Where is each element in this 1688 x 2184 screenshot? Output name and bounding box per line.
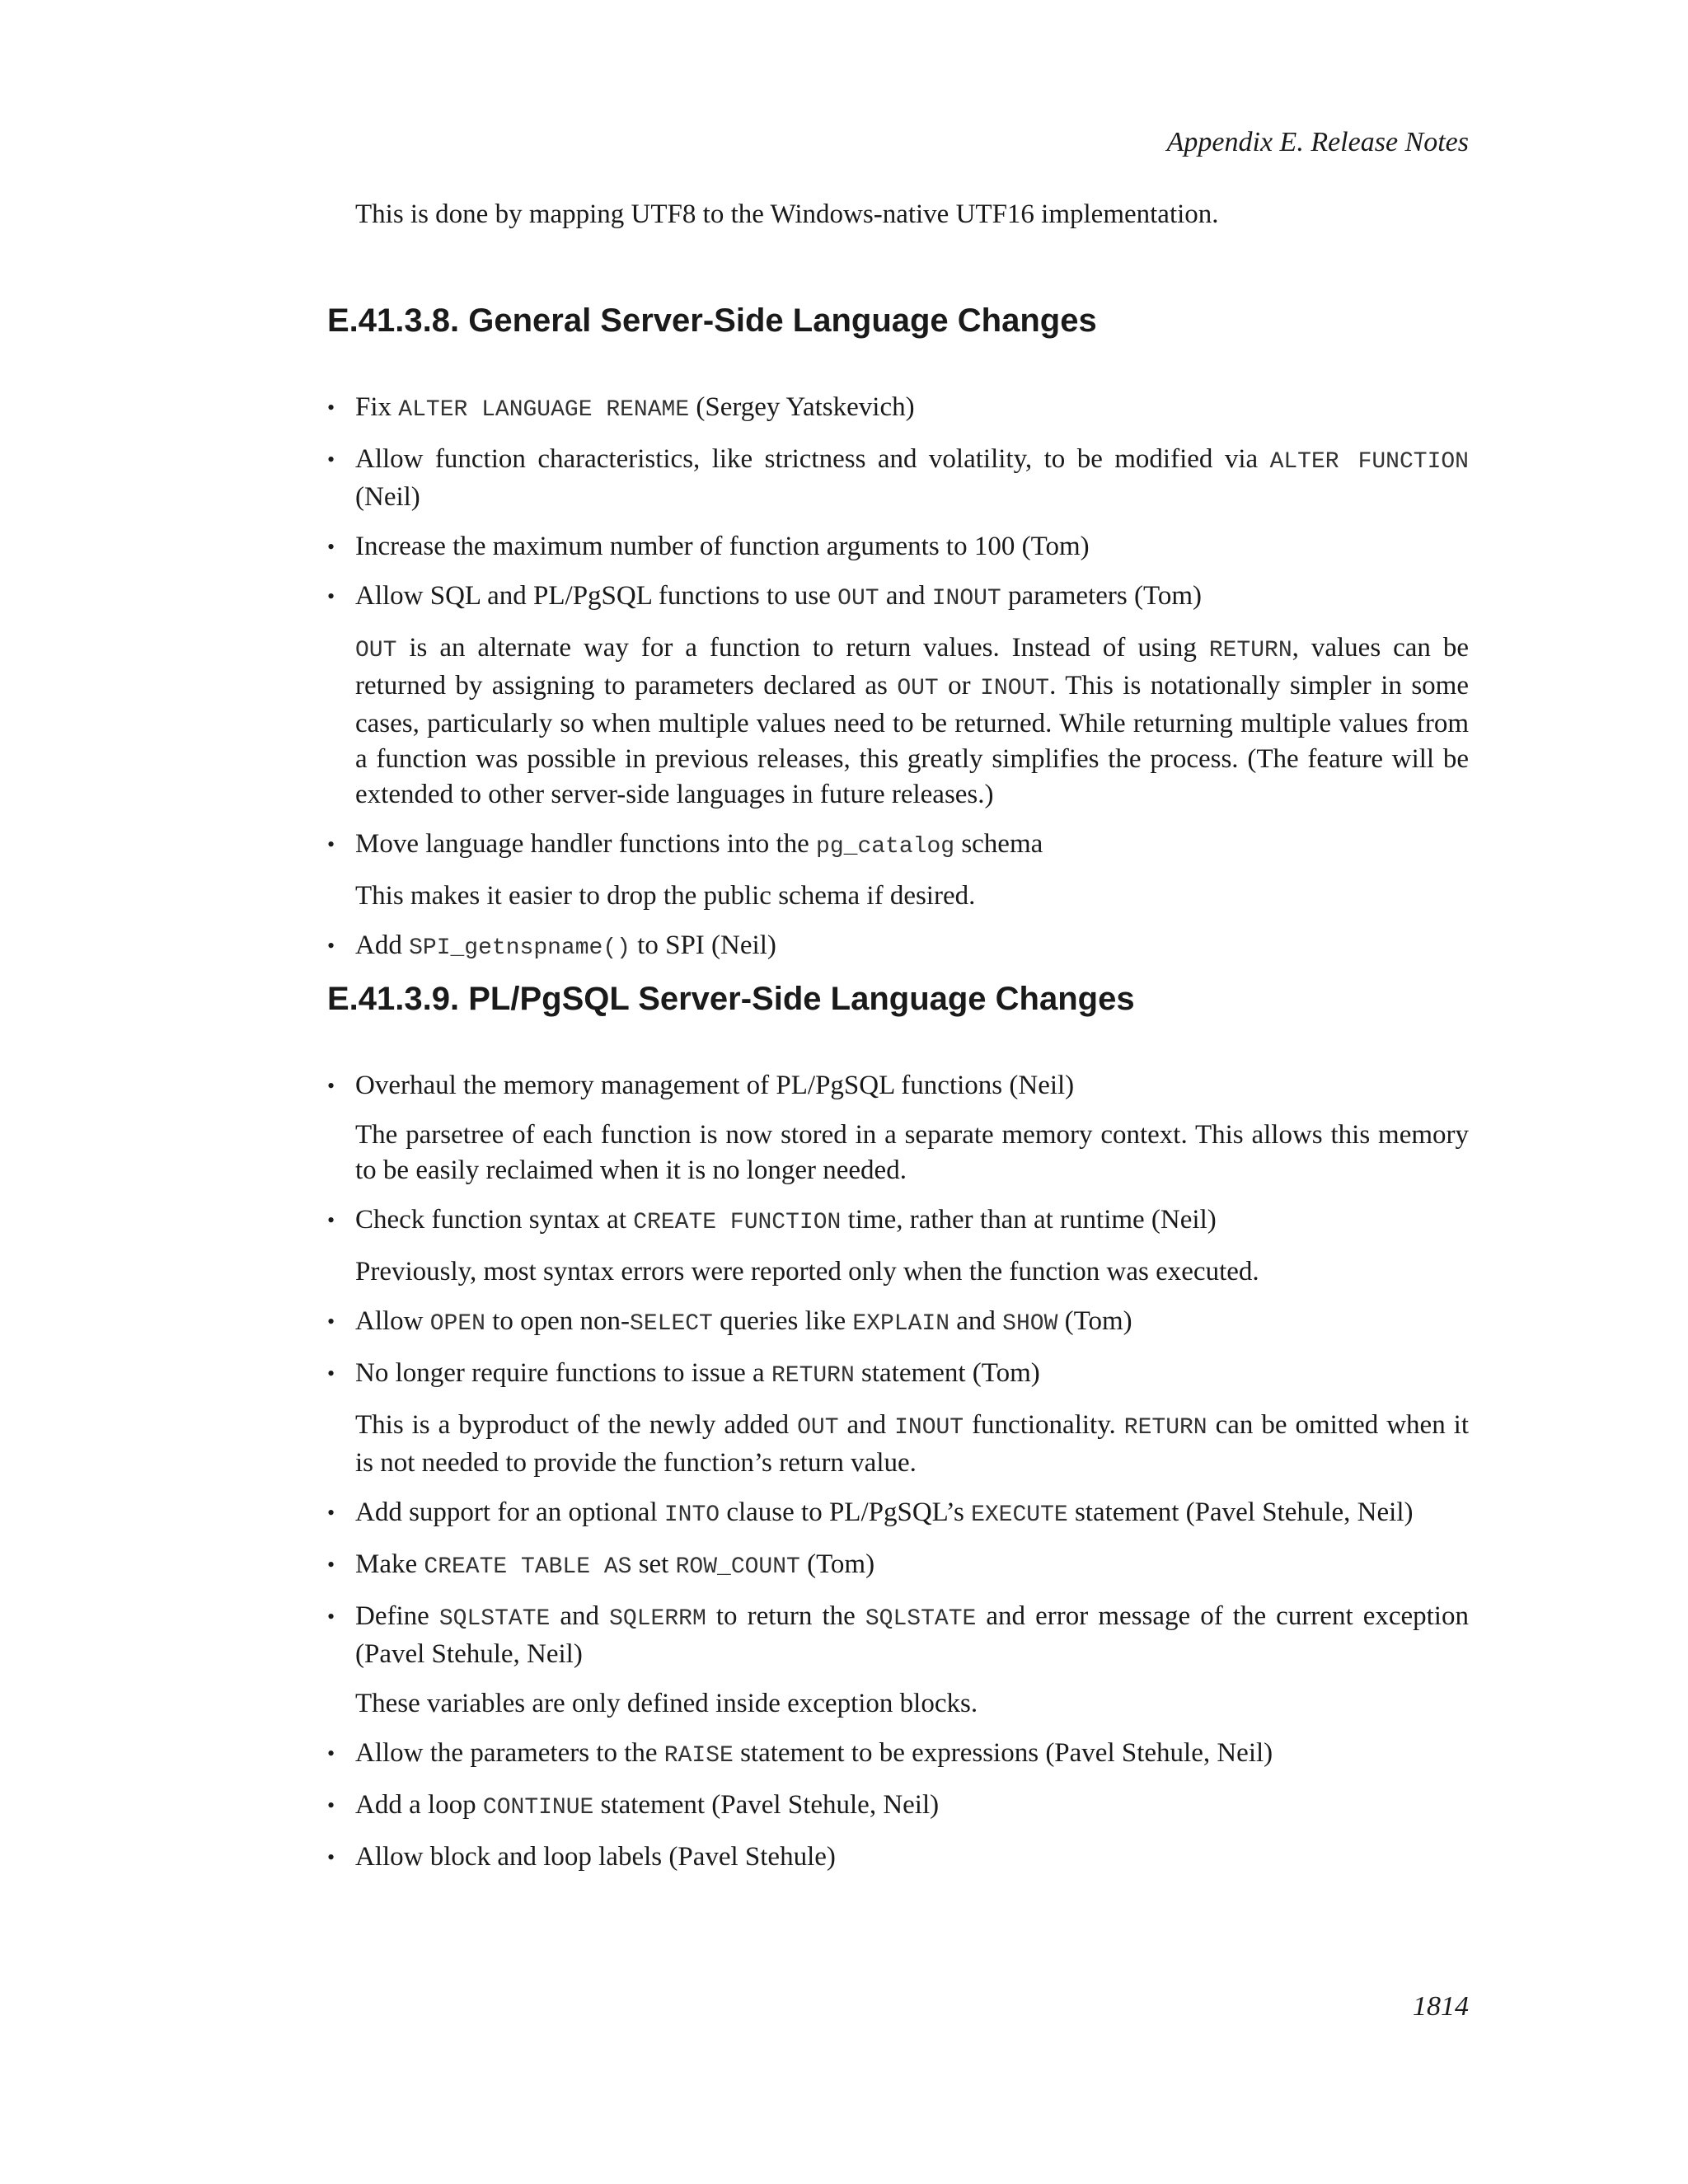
bullet-list-general-server-side (327, 390, 1469, 980)
list-item (327, 442, 1469, 515)
list-item-text: Add a loop CONTINUE statement (Pavel Stehule, Neil) (355, 1790, 940, 1821)
bullet-icon: • (327, 1074, 335, 1098)
list-item (327, 1202, 1469, 1290)
list-item (327, 1788, 1469, 1825)
inline-code: ALTER LANGUAGE RENAME (398, 397, 690, 423)
inline-code: INOUT (980, 676, 1050, 701)
list-item (327, 1547, 1469, 1585)
page-number: 1814 (1413, 1991, 1469, 2022)
bullet-icon: • (327, 1501, 335, 1525)
list-item (327, 1599, 1469, 1722)
list-item-text: Fix ALTER LANGUAGE RENAME (Sergey Yatskevich) (355, 392, 915, 423)
list-item (327, 1356, 1469, 1481)
inline-code: CONTINUE (482, 1795, 594, 1821)
list-item-text: Allow block and loop labels (Pavel Stehule) (355, 1842, 836, 1872)
list-item-text: Increase the maximum number of function arguments to 100 (Tom) (355, 532, 1090, 561)
intro-paragraph: This is done by mapping UTF8 to the Windows-native UTF16 implementation. (355, 199, 1219, 229)
inline-code: SPI_getnspname() (409, 935, 631, 961)
bullet-icon: • (327, 934, 335, 958)
list-item (327, 390, 1469, 428)
inline-code: RETURN (1123, 1415, 1207, 1441)
list-item-text: Add support for an optional INTO clause to PL/PgSQL’s EXECUTE statement (Pavel Stehule, Neil) (355, 1497, 1414, 1528)
list-item-note: Previously, most syntax errors were reported only when the function was executed. (355, 1257, 1259, 1286)
bullet-icon: • (327, 1361, 335, 1385)
list-item (327, 928, 1469, 966)
bullet-icon: • (327, 1208, 335, 1232)
list-item-note: This makes it easier to drop the public schema if desired. (355, 881, 976, 911)
bullet-list-plpgsql-server-side (327, 1068, 1469, 1889)
list-item-text: Define SQLSTATE and SQLERRM to return the SQLSTATE and error message of the current exception (Pavel Stehule, Neil) (355, 1601, 1469, 1669)
inline-code: RETURN (1208, 638, 1292, 663)
list-item (327, 1736, 1469, 1774)
inline-code: EXECUTE (971, 1502, 1068, 1528)
bullet-icon: • (327, 584, 335, 608)
list-item-text: No longer require functions to issue a RETURN statement (Tom) (355, 1358, 1040, 1389)
section-heading-plpgsql-server-side: E.41.3.9. PL/PgSQL Server-Side Language Changes (327, 981, 1135, 1017)
inline-code: INTO (663, 1502, 720, 1528)
list-item-text: Allow SQL and PL/PgSQL functions to use OUT and INOUT parameters (Tom) (355, 581, 1202, 612)
list-item-text: Allow the parameters to the RAISE statement to be expressions (Pavel Stehule, Neil) (355, 1738, 1273, 1769)
bullet-icon: • (327, 1310, 335, 1333)
inline-code: pg_catalog (816, 834, 955, 860)
bullet-icon: • (327, 1793, 335, 1817)
list-item (327, 579, 1469, 813)
list-item-text: Overhaul the memory management of PL/PgSQL functions (Neil) (355, 1071, 1075, 1100)
list-item-note: The parsetree of each function is now stored in a separate memory context. This allows this memory to be easily reclaimed when it is no longer needed. (355, 1120, 1469, 1185)
inline-code: INOUT (931, 586, 1001, 612)
list-item-text: Allow OPEN to open non-SELECT queries like EXPLAIN and SHOW (Tom) (355, 1306, 1132, 1337)
inline-code: OPEN (429, 1311, 485, 1337)
inline-code: RETURN (771, 1363, 855, 1389)
inline-code: SELECT (630, 1311, 713, 1337)
inline-code: SQLSTATE (865, 1606, 977, 1632)
inline-code: ALTER FUNCTION (1269, 449, 1469, 475)
running-header: Appendix E. Release Notes (1166, 127, 1469, 157)
bullet-icon: • (327, 1741, 335, 1765)
bullet-icon: • (327, 1845, 335, 1869)
inline-code: SHOW (1002, 1311, 1058, 1337)
list-item (327, 1840, 1469, 1875)
inline-code: OUT (355, 638, 397, 663)
list-item-text: Add SPI_getnspname() to SPI (Neil) (355, 930, 776, 961)
list-item (327, 827, 1469, 914)
inline-code: ROW_COUNT (675, 1554, 800, 1580)
inline-code: INOUT (894, 1415, 964, 1441)
list-item-text: Check function syntax at CREATE FUNCTION time, rather than at runtime (Neil) (355, 1205, 1217, 1235)
inline-code: SQLERRM (609, 1606, 706, 1632)
list-item (327, 1495, 1469, 1533)
bullet-icon: • (327, 1553, 335, 1577)
bullet-icon: • (327, 832, 335, 856)
list-item-note: OUT is an alternate way for a function to return values. Instead of using RETURN, values can be returned by assigning to parameters declared as OUT or INOUT. This is notationally simpler in some cases, particularly so when multiple values need to be returned. While returning multiple values from a function was possible in previous releases, this greatly simplifies the process. (The feature will be extended to other server-side languages in future releases.) (355, 633, 1469, 809)
list-item-text: Move language handler functions into the pg_catalog schema (355, 829, 1043, 860)
inline-code: OUT (797, 1415, 839, 1441)
inline-code: CREATE TABLE AS (424, 1554, 632, 1580)
inline-code: EXPLAIN (852, 1311, 950, 1337)
list-item (327, 1068, 1469, 1188)
bullet-icon: • (327, 1605, 335, 1629)
list-item (327, 529, 1469, 565)
inline-code: OUT (837, 586, 879, 612)
inline-code: CREATE FUNCTION (633, 1210, 842, 1235)
bullet-icon: • (327, 448, 335, 471)
list-item (327, 1304, 1469, 1342)
bullet-icon: • (327, 396, 335, 419)
section-heading-general-server-side: E.41.3.8. General Server-Side Language Changes (327, 302, 1097, 339)
list-item-note: These variables are only defined inside exception blocks. (355, 1689, 978, 1718)
inline-code: RAISE (663, 1743, 734, 1769)
bullet-icon: • (327, 535, 335, 559)
list-item-note: This is a byproduct of the newly added OUT and INOUT functionality. RETURN can be omitted when it is not needed to provide the function’s return value. (355, 1410, 1470, 1478)
inline-code: OUT (897, 676, 939, 701)
list-item-text: Make CREATE TABLE AS set ROW_COUNT (Tom) (355, 1549, 875, 1580)
list-item-text: Allow function characteristics, like strictness and volatility, to be modified via ALTER FUNCTION (Neil) (355, 444, 1469, 512)
inline-code: SQLSTATE (438, 1606, 551, 1632)
